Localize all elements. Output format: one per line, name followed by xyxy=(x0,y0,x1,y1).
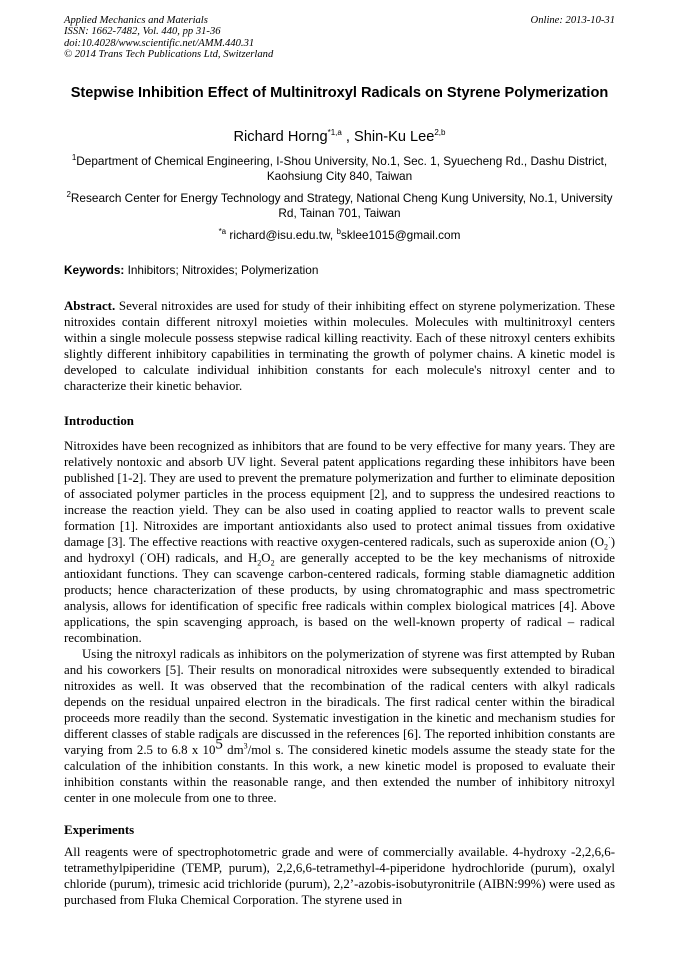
text-run: dm xyxy=(222,743,244,757)
copyright-line: © 2014 Trans Tech Publications Ltd, Switzerland xyxy=(64,49,274,61)
paragraph: All reagents were of spectrophotometric grade and were of commercially available. 4-hydroxy -2,2,6,6-tetramethylpiperidine (TEMP, purum), 2,2,6,6-tetramethyl-4-piperidone hydrochloride (purum), oxalyl chloride (purum), trimesic acid trichloride (purum), 2,2’-azobis-isobutyronitrile (AIBN:99%) were used as purchased from Fluka Chemical Corporation. The styrene used in xyxy=(64,845,615,907)
affiliation-marker: 1 xyxy=(71,153,77,163)
author-name: Richard Horng xyxy=(233,129,328,145)
keywords xyxy=(64,263,318,278)
author-line xyxy=(64,128,615,146)
text-run: are generally accepted to be the key mechanisms of nitroxide antioxidant functions. They can scavenge carbon-centered radicals, forming stable diamagnetic addition products; hence characterization of these products, by using chromatographic and mass spectrometric analysis, allows for identification of specific free radicals within complex biological matrices [4]. Above applications, the spin scavenging approach, is based on the well-known property of radical – radical recombination. xyxy=(64,551,615,645)
affiliation-1 xyxy=(64,154,615,184)
email-marker: b xyxy=(336,227,341,237)
text-run: /mol s. The considered kinetic models assume the steady state for the calculation of the inhibition constants. In this work, a new kinetic model is proposed to evaluate their inhibition constants within the reasonable range, and then extended the number of inhibitory nitroxyl center in one molecule from one to three. xyxy=(64,743,615,805)
email-marker: *a xyxy=(218,227,227,237)
paragraph xyxy=(64,438,615,646)
doi-line: doi:10.4028/www.scientific.net/AMM.440.31 xyxy=(64,37,255,49)
subscript: 2 xyxy=(270,558,275,568)
issn-line: ISSN: 1662-7482, Vol. 440, pp 31-36 xyxy=(64,26,221,38)
paper-title: Stepwise Inhibition Effect of Multinitroxyl Radicals on Styrene Polymerization xyxy=(70,85,609,101)
introduction-body xyxy=(64,438,615,806)
text-run: Nitroxides have been recognized as inhibitors that are found to be very effective for many years. They are relatively nontoxic and absorb UV light. Several patent applications regarding these inhibitors have been published [1-2]. They are used to prevent the premature polymerization and further to eliminate deposition of associated polymer particles in the process equipment [2], and to suppress the undesired reactions to increase the reaction yield. They can be also used in coating applied to reactor walls to prevent scale formation [1]. Nitroxides are important antioxidants also used to protect animal tissues from oxidative damage [3]. The effective reactions with reactive oxygen-centered radicals, such as superoxide anion (O xyxy=(64,439,615,549)
text-run: Using the nitroxyl radicals as inhibitors on the polymerization of styrene was first attempted by Ruban and his coworkers [5]. Their results on monoradical nitroxides were subsequently extended to biradical nitroxides as well. It was observed that the recombination of the radical centers with alkyl radicals depends on the residual unpaired electron in the biradicals. The first radical center within the biradical proceeds more readily than the second. Systematic investigation in the kinetic and mechanism studies for different classes of stable radicals are discussed in the references [6]. The reported inhibition constants are varying from 2.5 to 6.8 x 10 xyxy=(64,647,615,757)
author-separator: , xyxy=(341,129,355,145)
text-run: OH) radicals, and H xyxy=(146,551,258,565)
author-marker: 2,b xyxy=(434,128,446,138)
abstract-label: Abstract. xyxy=(64,299,116,313)
author-name: Shin-Ku Lee xyxy=(354,129,435,145)
subscript: 2 xyxy=(257,558,262,568)
experiments-heading: Experiments xyxy=(64,823,135,837)
superscript: 3 xyxy=(243,741,248,751)
superscript: · xyxy=(144,549,147,559)
affiliation-text: Department of Chemical Engineering, I-Shou University, No.1, Sec. 1, Syuecheng Rd., Dashu District, Kaohsiung City 840, Taiwan xyxy=(76,154,608,183)
superscript: 5 xyxy=(215,736,223,753)
journal-header xyxy=(64,15,273,61)
online-date: Online: 2013-10-31 xyxy=(530,15,615,26)
author-marker: *1,a xyxy=(327,128,342,138)
introduction-heading: Introduction xyxy=(64,414,134,428)
text-run: O xyxy=(261,551,271,565)
paragraph xyxy=(64,646,615,806)
email-address[interactable]: richard@isu.edu.tw, xyxy=(226,228,337,242)
abstract-text: Several nitroxides are used for study of their inhibiting effect on styrene polymerization. These nitroxides contain different nitroxyl moieties within molecules. Molecules with multinitroxyl centers within a single molecule possess stepwise radical killing reactivity. Each of these nitroxyl centers exhibits slightly different inhibitory capabilities in terminating the growth of polymer chains. A kinetic model is developed to calculate individual inhibition constants for each molecule's nitroxyl center and to characterize their kinetic behavior. xyxy=(64,299,615,393)
abstract xyxy=(64,298,615,394)
keywords-text: Inhibitors; Nitroxides; Polymerization xyxy=(124,263,319,277)
superscript: · xyxy=(608,533,611,543)
email-line xyxy=(64,228,615,243)
affiliation-2 xyxy=(64,191,615,221)
affiliation-marker: 2 xyxy=(66,190,71,200)
keywords-label: Keywords: xyxy=(64,263,125,277)
journal-name: Applied Mechanics and Materials xyxy=(64,15,208,26)
experiments-body xyxy=(64,844,615,908)
affiliation-text: Research Center for Energy Technology and Strategy, National Cheng Kung University, No.1, University Rd, Tainan 701, Taiwan xyxy=(70,191,613,220)
text-run: ) and hydroxyl ( xyxy=(64,535,615,565)
subscript: 2 xyxy=(604,542,609,552)
email-address[interactable]: sklee1015@gmail.com xyxy=(340,228,461,242)
